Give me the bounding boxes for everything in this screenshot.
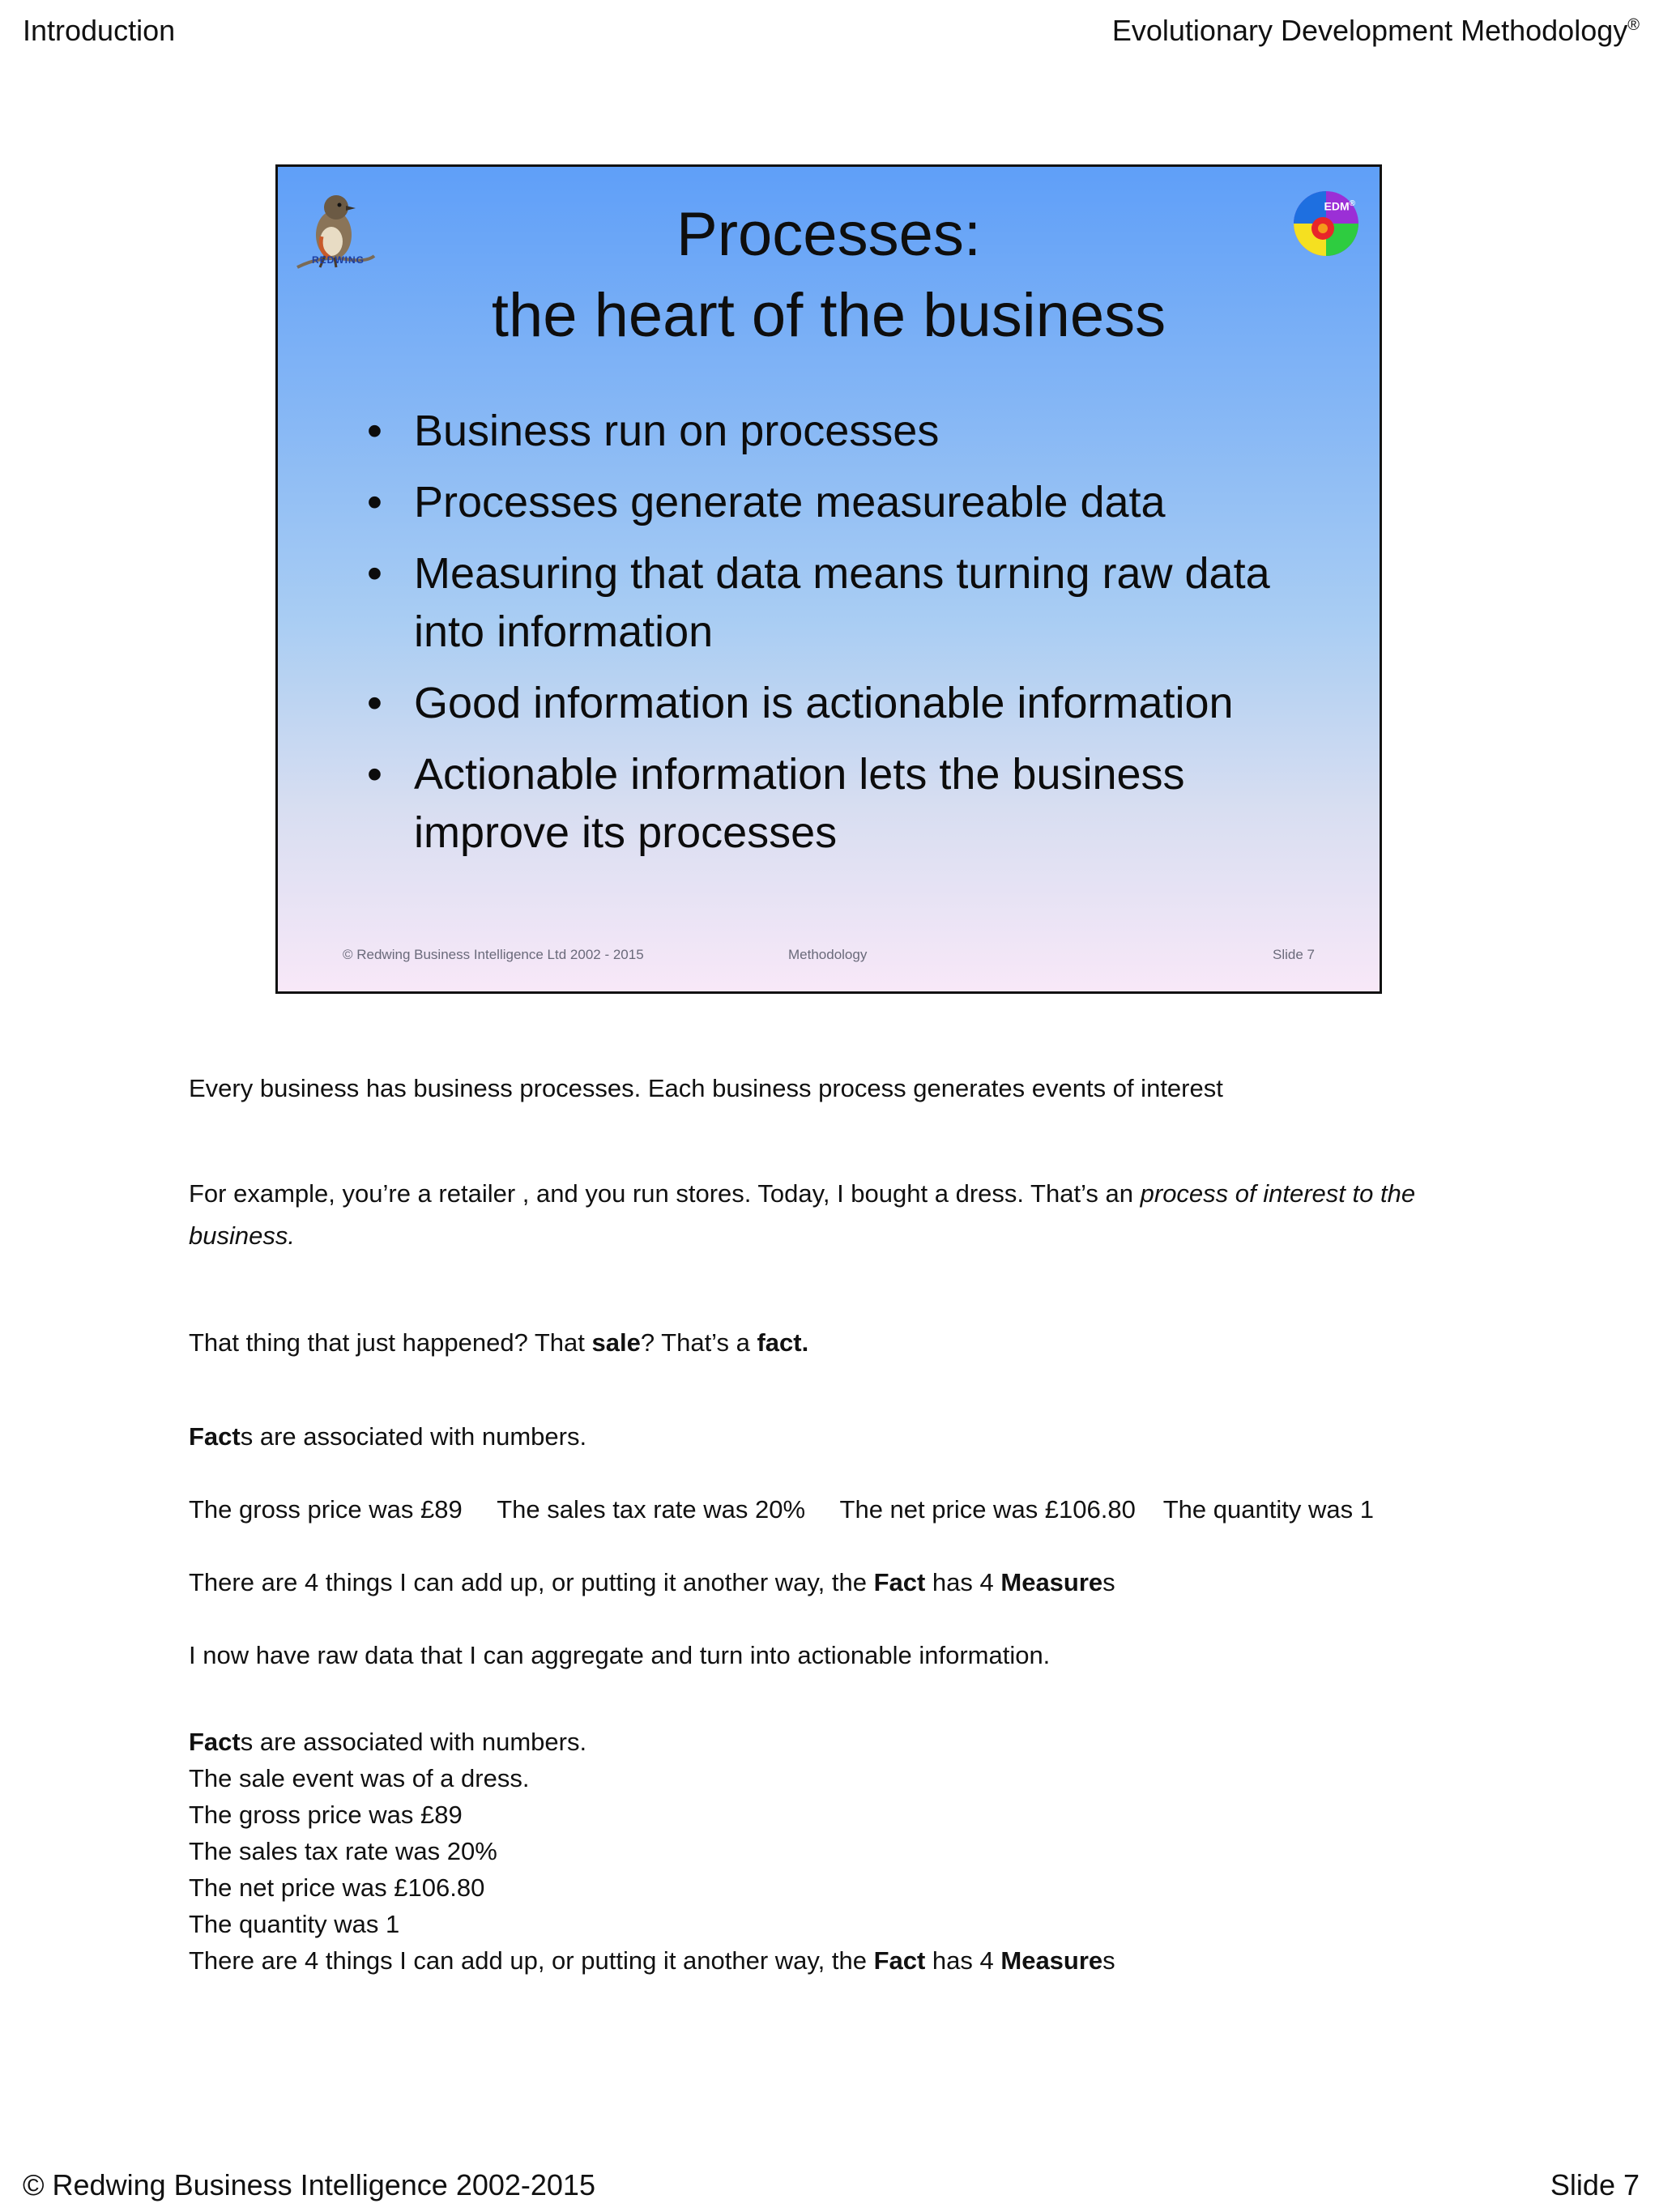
bold-text: Fact <box>189 1728 241 1756</box>
list-line: The sale event was of a dress. <box>189 1764 530 1792</box>
bold-text: Fact <box>189 1422 241 1451</box>
text-run: ? That’s a <box>640 1328 757 1357</box>
bold-text: fact. <box>757 1328 809 1357</box>
text-run: s are associated with numbers. <box>240 1422 587 1451</box>
body-paragraph: The gross price was £89 The sales tax rate was 20% The net price was £106.80 The quantity was 1 <box>189 1495 1374 1524</box>
bullet-text: Actionable information lets the business improve its processes <box>414 750 1185 857</box>
text-run: s are associated with numbers. <box>240 1728 587 1756</box>
text-run: s <box>1102 1946 1115 1975</box>
slide-bullet <box>367 674 1339 732</box>
edm-logo-label: EDM <box>1324 199 1350 213</box>
slide-footer-copyright: © Redwing Business Intelligence Ltd 2002 - 2015 <box>343 947 644 962</box>
body-paragraph <box>189 1322 1452 1364</box>
text-run: For example, you’re a retailer , and you run stores. Today, I bought a dress. That’s an <box>189 1179 1141 1208</box>
slide-image <box>275 164 1382 994</box>
body-paragraph: Every business has business processes. Each business process generates events of interest <box>189 1074 1223 1102</box>
list-line: The net price was £106.80 <box>189 1873 485 1902</box>
registered-mark: ® <box>1627 16 1640 34</box>
body-paragraph: I now have raw data that I can aggregate and turn into actionable information. <box>189 1641 1051 1669</box>
bullet-dot-icon: • <box>367 407 382 455</box>
text-run: has 4 <box>925 1568 1001 1596</box>
list-line <box>189 1724 1452 1760</box>
slide-bullet <box>367 402 1339 460</box>
bullet-text: Measuring that data means turning raw data into information <box>414 549 1270 656</box>
edm-registered-mark: ® <box>1349 199 1355 208</box>
bold-text: sale <box>591 1328 641 1357</box>
text-run: There are 4 things I can add up, or putting it another way, the <box>189 1568 874 1596</box>
slide-bullet-list <box>367 402 1339 875</box>
page-footer-slide-number: Slide 7 <box>1550 2168 1640 2201</box>
text-run: has 4 <box>925 1946 1001 1975</box>
bullet-dot-icon: • <box>367 679 382 727</box>
bold-text: Measure <box>1000 1568 1103 1596</box>
bullet-text: Processes generate measureable data <box>414 478 1166 526</box>
italic-text: process of interest to the business. <box>189 1179 1416 1250</box>
bold-text: Fact <box>873 1946 926 1975</box>
slide-bullet <box>367 745 1339 862</box>
slide-footer-section: Methodology <box>788 947 868 962</box>
list-line: The gross price was £89 <box>189 1801 463 1829</box>
bold-text: Measure <box>1000 1946 1103 1975</box>
redwing-logo-text: REDWING <box>312 254 365 266</box>
bullet-dot-icon: • <box>367 478 382 526</box>
bullet-text: Business run on processes <box>414 407 940 455</box>
bullet-dot-icon: • <box>367 750 382 799</box>
slide-footer-number: Slide 7 <box>1273 947 1315 962</box>
text-run: That thing that just happened? That <box>189 1328 592 1357</box>
body-paragraph <box>189 1562 1452 1604</box>
text-run: There are 4 things I can add up, or putting it another way, the <box>189 1946 874 1975</box>
body-paragraph <box>189 1173 1452 1257</box>
running-header-section: Introduction <box>23 14 176 47</box>
body-paragraph <box>189 1416 1452 1458</box>
header-title-text: Evolutionary Development Methodology <box>1111 14 1628 47</box>
slide-title-line-1: Processes: <box>676 200 981 269</box>
list-line: The sales tax rate was 20% <box>189 1837 497 1865</box>
bold-text: Fact <box>873 1568 926 1596</box>
fact-summary-list <box>189 1724 1452 1979</box>
slide-bullet <box>367 473 1339 531</box>
list-line <box>189 1942 1452 1979</box>
bullet-dot-icon: • <box>367 549 382 598</box>
slide-title-line-2: the heart of the business <box>491 281 1166 350</box>
list-line: The quantity was 1 <box>189 1910 400 1938</box>
bullet-text: Good information is actionable information <box>414 679 1234 727</box>
running-header-title <box>1112 16 1640 45</box>
text-run: s <box>1102 1568 1115 1596</box>
page-footer-copyright: © Redwing Business Intelligence 2002-2015 <box>23 2168 595 2201</box>
slide-bullet <box>367 544 1339 661</box>
